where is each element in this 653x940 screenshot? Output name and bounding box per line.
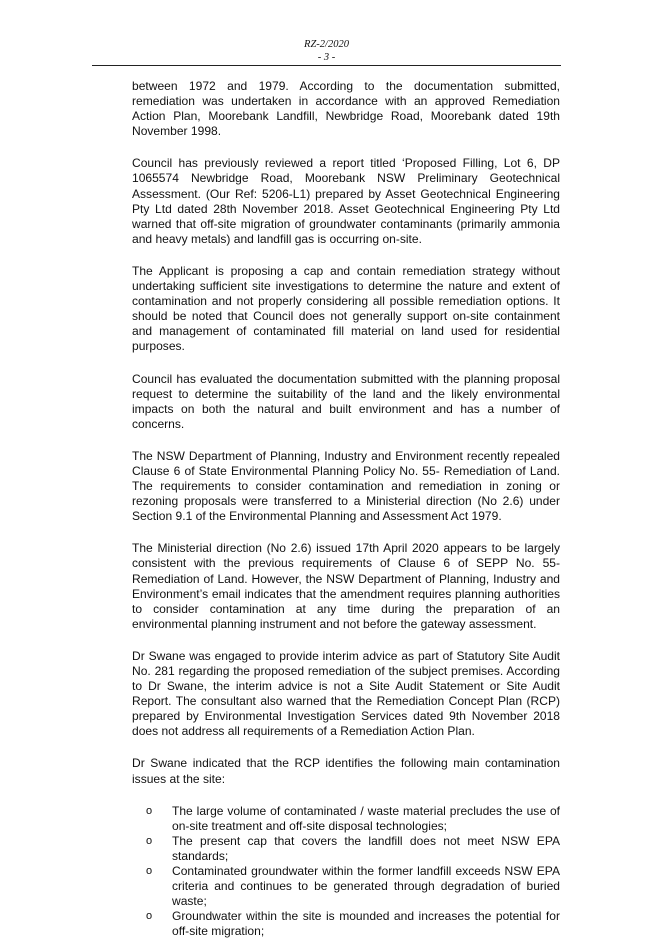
list-item-text: Groundwater within the site is mounded and increases the potential for off-site migration;: [172, 909, 560, 939]
paragraph: between 1972 and 1979. According to the documentation submitted, remediation was undertaken in accordance with an approved Remediation Action Plan, Moorebank Landfill, Newbridge Road, Moorebank dated 19th November 1998.: [132, 79, 560, 139]
list-item: [146, 803, 560, 834]
paragraph: Council has previously reviewed a report titled ‘Proposed Filling, Lot 6, DP 1065574 Newbridge Road, Moorebank NSW Preliminary Geotechnical Assessment. (Our Ref: 5206-L1) prepared by Asset Geotechnical Engineering Pty Ltd dated 28th November 2018. Asset Geotechnical Engineering Pty Ltd warned that off-site migration of groundwater contaminants (primarily ammonia and heavy metals) and landfill gas is occurring on-site.: [132, 156, 560, 246]
page-header: [0, 38, 653, 64]
list-item-text: The large volume of contaminated / waste material precludes the use of on-site treatment and off-site disposal technologies;: [172, 803, 560, 833]
paragraph: The NSW Department of Planning, Industry and Environment recently repealed Clause 6 of State Environmental Planning Policy No. 55- Remediation of Land. The requirements to consider contamination and remediation in zoning or rezoning proposals were transferred to a Ministerial direction (No 2.6) under Section 9.1 of the Environmental Planning and Assessment Act 1979.: [132, 448, 560, 524]
page-number: - 3 -: [317, 52, 336, 63]
document-body: [132, 79, 560, 940]
bullet-marker: o: [146, 804, 153, 817]
paragraph: The Ministerial direction (No 2.6) issued 17th April 2020 appears to be largely consistent with the previous requirements of Clause 6 of SEPP No. 55- Remediation of Land. However, the NSW Department of Planning, Industry and Environment’s email indicates that the amendment requires planning authorities to consider contamination at any time during the preparation of an environmental planning instrument and not before the gateway assessment.: [132, 541, 560, 631]
paragraph: The Applicant is proposing a cap and contain remediation strategy without undertaking sufficient site investigations to determine the nature and extent of contamination and not properly considering all possible remediation options. It should be noted that Council does not generally support on-site containment and management of contaminated fill material on land used for residential purposes.: [132, 263, 560, 354]
bullet-marker: o: [146, 865, 153, 878]
header-divider: [92, 65, 561, 66]
paragraph: Dr Swane indicated that the RCP identifies the following main contamination issues at the site:: [132, 756, 560, 786]
paragraph: Council has evaluated the documentation submitted with the planning proposal request to determine the suitability of the land and the likely environmental impacts on both the natural and built environment and has a number of concerns.: [132, 371, 560, 431]
list-item: [146, 864, 560, 909]
document-reference: RZ-2/2020: [304, 39, 349, 50]
paragraph: Dr Swane was engaged to provide interim advice as part of Statutory Site Audit No. 281 regarding the proposed remediation of the subject premises. According to Dr Swane, the interim advice is not a Site Audit Statement or Site Audit Report. The consultant also warned that the Remediation Concept Plan (RCP) prepared by Environmental Investigation Services dated 9th November 2018 does not address all requirements of a Remediation Action Plan.: [132, 648, 560, 739]
bullet-marker: o: [146, 910, 153, 923]
bullet-marker: o: [146, 834, 153, 847]
list-item-text: Contaminated groundwater within the former landfill exceeds NSW EPA criteria and continues to be generated through degradation of buried waste;: [172, 864, 560, 909]
list-item: [146, 909, 560, 939]
list-item-text: The present cap that covers the landfill does not meet NSW EPA standards;: [172, 833, 560, 863]
contamination-issues-list: [132, 804, 560, 940]
list-item: [146, 833, 560, 864]
